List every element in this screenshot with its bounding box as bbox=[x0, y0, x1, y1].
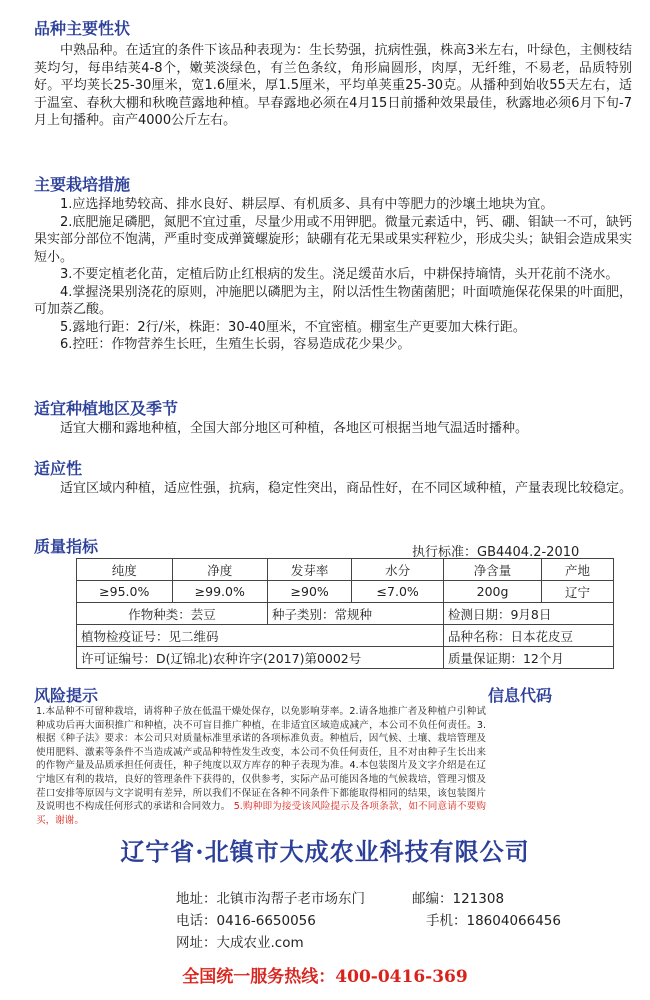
risk-notice bbox=[36, 705, 486, 827]
variety-text: 中熟品种。在适宜的条件下该品种表现为：生长势强，抗病性强，株高3米左右，叶绿色，主侧枝结荚均匀，每串结荚4-8个，嫩荚淡绿色，有兰色条纹，角形扁圆形，肉厚，无纤维，不易老，品质特别好。平均荚长25-30厘米，宽1.6厘米，厚1.5厘米，平均单荚重25-30克。从播种到始收55天左右，适于温室、春秋大棚和秋晚苣露地种植。早春露地必须在4月15日前播种效果最佳，秋露地必须6月下旬-7月上旬播种。亩产4000公斤左右。 bbox=[34, 43, 632, 128]
company-address: 地址：北镇市沟帮子老市场东门 bbox=[176, 891, 365, 907]
cultivation-item: 1.应选择地势较高、排水良好、耕层厚、有机质多、具有中等肥力的沙壤土地块为宜。 bbox=[60, 197, 554, 212]
region-text: 适宜大棚和露地种植，全国大部分地区可种植，各地区可根据当地气温适时播种。 bbox=[60, 421, 529, 436]
company-postcode: 邮编：121308 bbox=[412, 891, 505, 907]
table-header-cell: 产地 bbox=[542, 559, 614, 581]
section-title-variety: 品种主要性状 bbox=[34, 19, 131, 38]
table-cell: ≥90% bbox=[268, 581, 352, 603]
cultivation-item: 2.底肥施足磷肥，氮肥不宜过重，尽量少用或不用钾肥。微量元素适中，钙、硼、钼缺一不可，缺钙果实部分部位不饱满，严重时变成弹簧螺旋形；缺硼有花无果或果实秤粒少，形成尖头；缺钼会造成果实短小。 bbox=[34, 214, 633, 265]
table-header-cell: 发芽率 bbox=[268, 559, 352, 581]
risk-text: 1.本品种不可留种栽培，请将种子放在低温干燥处保存，以免影响芽率。2.请各地推广者及种植户引种试种成功后再大面积推广和种植，决不可盲目推广种植，在非适宜区域造成减产，本公司不负任何责任。3.根据《种子法》要求：本公司只对质量标准里承诺的各项标准负责。种植后，因气候、土壤、栽培管理及使用肥料、激素等条件不当造成减产或品种特性发生改变，本公司不负任何责任，且不对由种子生长出来的作物产量及品质承担任何责任，种子纯度以双方库存的种子表现为准。4.本包装图片及文字介绍是在辽宁地区有利的栽培，良好的管理条件下获得的，仅供参考，实际产品可能因各地的气候栽培，管理习惯及茬口安排等原因与文字说明有差异，所以我们不保证在各种不同条件下都能取得相同的结果，该包装图片及说明也不构成任何形式的承诺和合同效力。 bbox=[36, 706, 486, 813]
cultivation-item: 3.不要定植老化苗，定植后防止红根病的发生。浇足缓苗水后，中耕保持墒情，头开花前不浇水。 bbox=[60, 267, 619, 282]
table-row bbox=[77, 647, 614, 669]
cultivation-item: 6.控旺：作物营养生长旺，生殖生长弱，容易造成花少果少。 bbox=[60, 337, 411, 352]
variety-description bbox=[34, 42, 632, 130]
table-cell: ≥95.0% bbox=[77, 581, 173, 603]
cultivation-list bbox=[34, 196, 632, 354]
table-row bbox=[77, 625, 614, 647]
cultivation-item: 4.掌握浇果别浇花的原则，冲施肥以磷肥为主，附以活性生物菌菌肥；叶面喷施保花保果的叶面肥，可加萘乙酸。 bbox=[34, 284, 632, 317]
license-cell: 许可证编号：D(辽锦北)农种许字(2017)第0002号 bbox=[77, 647, 444, 669]
quality-table bbox=[76, 558, 614, 669]
table-header-cell: 水分 bbox=[352, 559, 444, 581]
region-description bbox=[34, 420, 632, 438]
table-value-row bbox=[77, 581, 614, 603]
table-header-cell: 纯度 bbox=[77, 559, 173, 581]
table-cell: 200g bbox=[443, 581, 541, 603]
table-header-cell: 净含量 bbox=[443, 559, 541, 581]
table-cell: ≤7.0% bbox=[352, 581, 444, 603]
company-phone: 电话：0416-6650056 bbox=[176, 913, 316, 929]
seed-type-cell: 种子类别：常规种 bbox=[268, 603, 444, 625]
section-title-risk: 风险提示 bbox=[34, 686, 99, 705]
company-mobile: 手机：18604066456 bbox=[426, 913, 561, 929]
execution-standard: 执行标准：GB4404.2-2010 bbox=[412, 545, 580, 560]
table-cell: 辽宁 bbox=[542, 581, 614, 603]
cultivation-item: 5.露地行距：2行/米，株距：30-40厘米，不宜密植。棚室生产更要加大株行距。 bbox=[60, 319, 526, 335]
adaptability-text: 适宜区域内种植，适应性强，抗病，稳定性突出，商品性好，在不同区域种植，产量表现比较稳定。 bbox=[60, 481, 633, 496]
quarantine-cell: 植物检疫证号：见二维码 bbox=[77, 625, 444, 647]
section-title-adaptability: 适应性 bbox=[34, 459, 83, 478]
crop-type-cell: 作物种类：芸豆 bbox=[77, 603, 268, 625]
table-header-row bbox=[77, 559, 614, 581]
section-title-cultivation: 主要栽培措施 bbox=[34, 175, 131, 194]
table-header-cell: 净度 bbox=[172, 559, 268, 581]
section-title-quality: 质量指标 bbox=[34, 537, 99, 556]
risk-warning: 5.购种即为接受该风险提示及各项条款，如不同意请不要购买，谢谢。 bbox=[36, 801, 486, 826]
section-title-info-code: 信息代码 bbox=[488, 686, 553, 705]
section-title-region: 适宜种植地区及季节 bbox=[34, 399, 179, 418]
company-website: 网址：大成农业.com bbox=[176, 935, 304, 951]
company-name: 辽宁省·北镇市大成农业科技有限公司 bbox=[120, 837, 530, 866]
table-row bbox=[77, 603, 614, 625]
test-date-cell: 检测日期：9月8日 bbox=[443, 603, 613, 625]
adaptability-description bbox=[34, 480, 632, 498]
warranty-cell: 质量保证期：12个月 bbox=[443, 647, 613, 669]
variety-name-cell: 品种名称：日本花皮豆 bbox=[443, 625, 613, 647]
service-hotline: 全国统一服务热线：400-0416-369 bbox=[182, 967, 468, 987]
table-cell: ≥99.0% bbox=[172, 581, 268, 603]
